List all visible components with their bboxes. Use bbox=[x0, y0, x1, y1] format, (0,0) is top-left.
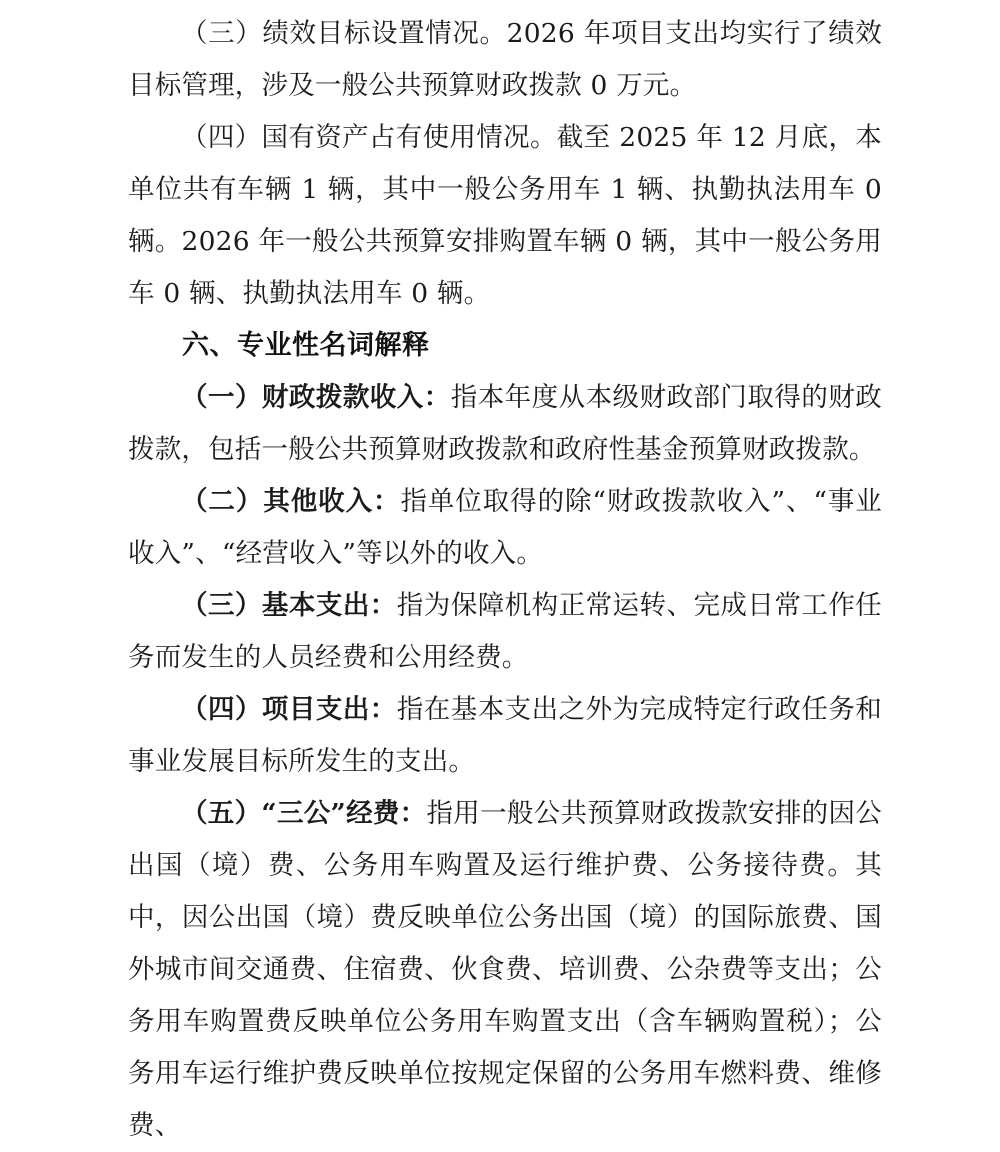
term-label-3: （三）基本支出： bbox=[181, 590, 397, 621]
term-label-1: （一）财政拨款收入： bbox=[181, 382, 451, 413]
term-text-1: 指本年度从本级财政部门取得的财政拨款，包括一般公共预算财政拨款和政府性基金预算财政拨款。 bbox=[128, 382, 882, 465]
paragraph-term-three-public-funds bbox=[128, 788, 882, 1152]
paragraph-term-basic-expenditure bbox=[128, 580, 882, 684]
term-text-5: 指用一般公共预算财政拨款安排的因公出国（境）费、公务用车购置及运行维护费、公务接待费。其中，因公出国（境）费反映单位公务出国（境）的国际旅费、国外城市间交通费、住宿费、伙食费、培训费、公杂费等支出；公务用车购置费反映单位公务用车购置支出（含车辆购置税）；公务用车运行维护费反映单位按规定保留的公务用车燃料费、维修费、 bbox=[128, 798, 882, 1141]
paragraph-performance-goal: （三）绩效目标设置情况。2026 年项目支出均实行了绩效目标管理，涉及一般公共预算财政拨款 0 万元。 bbox=[128, 18, 882, 101]
term-label-5: （五）“三公”经费： bbox=[181, 798, 427, 829]
term-text-3: 指为保障机构正常运转、完成日常工作任务而发生的人员经费和公用经费。 bbox=[128, 590, 882, 673]
paragraph-term-other-income bbox=[128, 476, 882, 580]
term-text-4: 指在基本支出之外为完成特定行政任务和事业发展目标所发生的支出。 bbox=[128, 694, 882, 777]
section-heading-six: 六、专业性名词解释 bbox=[182, 330, 430, 361]
paragraph-term-project-expenditure bbox=[128, 684, 882, 788]
term-label-4: （四）项目支出： bbox=[181, 694, 397, 725]
paragraph-state-assets: （四）国有资产占有使用情况。截至 2025 年 12 月底，本单位共有车辆 1 辆，其中一般公务用车 1 辆、执勤执法用车 0 辆。2026 年一般公共预算安排购置车辆 0 辆，其中一般公务用车 0 辆、执勤执法用车 0 辆。 bbox=[128, 122, 882, 309]
paragraph-term-fiscal-appropriation-income bbox=[128, 372, 882, 476]
term-text-2: 指单位取得的除“财政拨款收入”、“事业收入”、“经营收入”等以外的收入。 bbox=[128, 486, 882, 569]
term-label-2: （二）其他收入： bbox=[181, 486, 401, 517]
